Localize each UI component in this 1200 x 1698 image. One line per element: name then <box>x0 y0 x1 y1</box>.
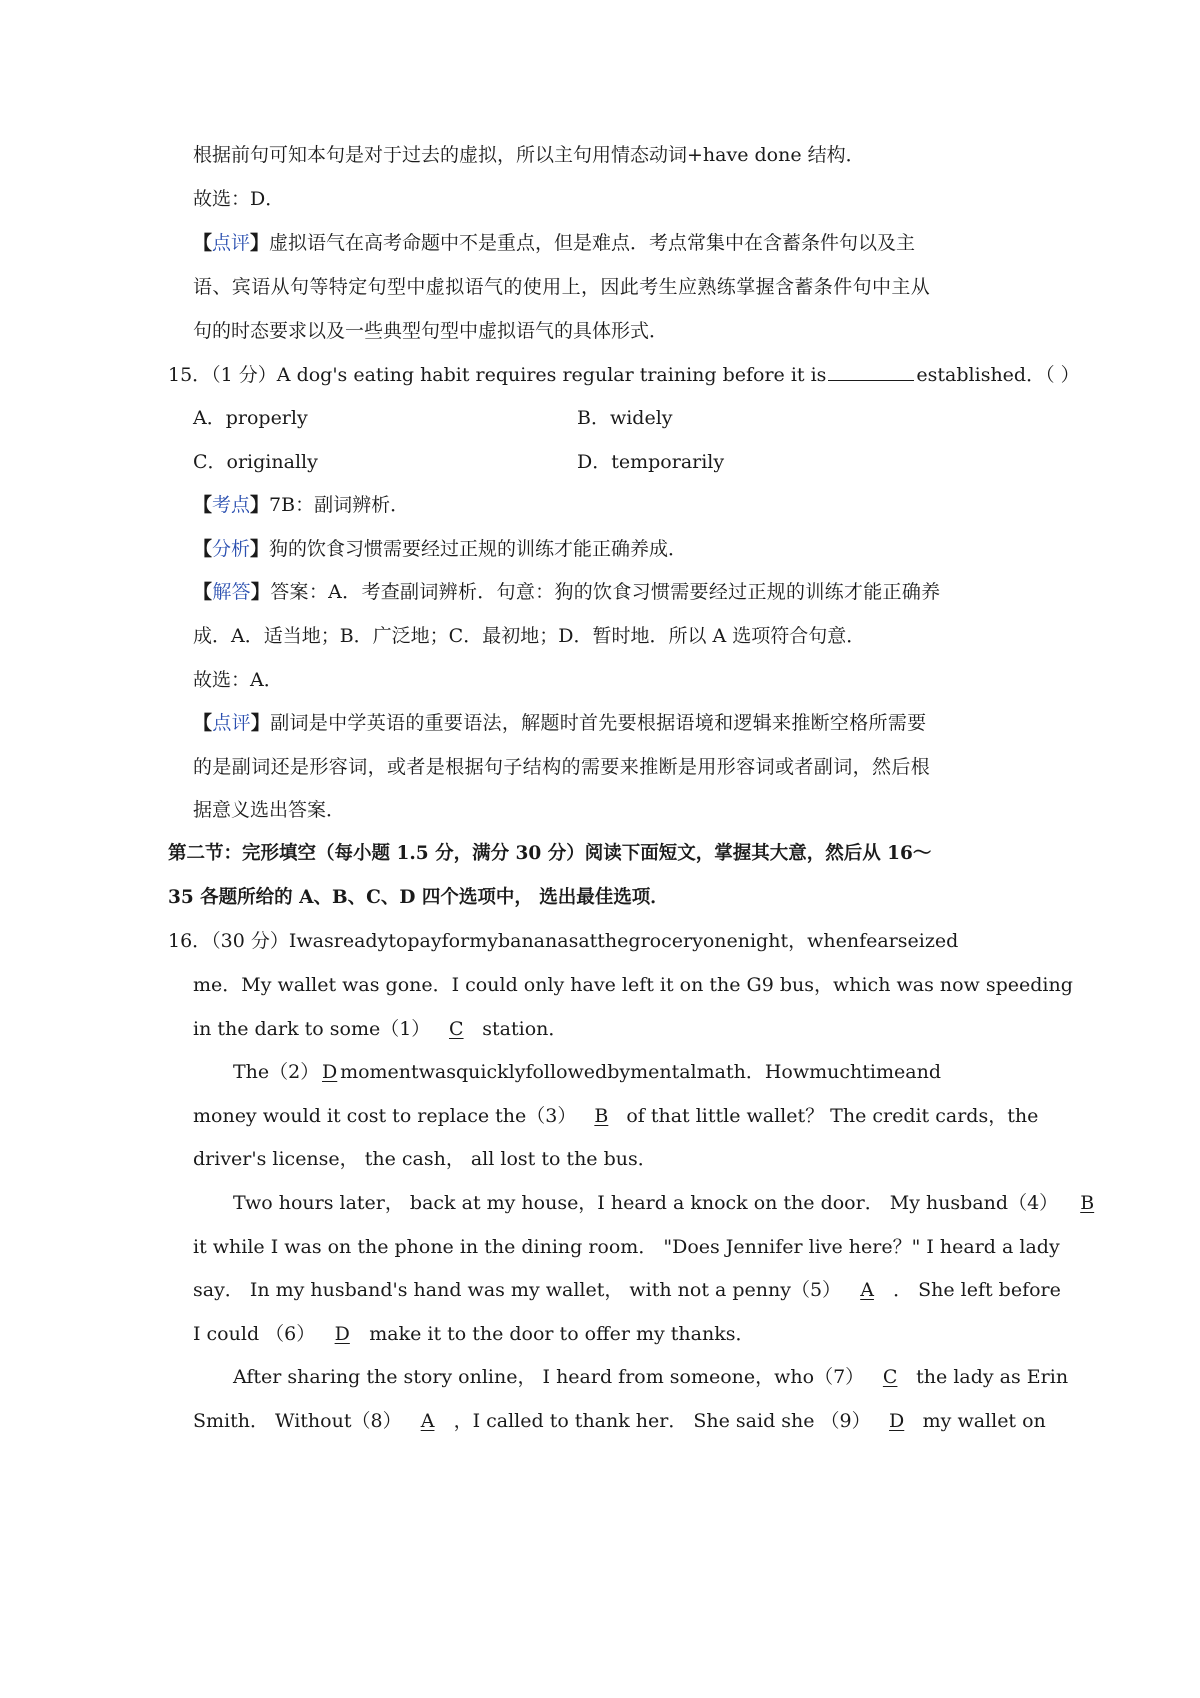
passage-line <box>193 973 1073 997</box>
passage-word: pay <box>407 930 442 952</box>
passage-word: when <box>807 930 860 952</box>
tag-dianping: 点评 <box>212 712 251 734</box>
passage-line: Two hours later， back at my house，I heard a knock on the door． My husband（4） B <box>233 1192 1095 1214</box>
answer-4: B <box>1080 1192 1095 1214</box>
passage-line: in the dark to some（1） C station． <box>193 1018 568 1040</box>
passage-word: grocery <box>628 930 703 952</box>
passage-word: 16．（30 分）I <box>168 930 297 952</box>
comment-line: 【点评】副词是中学英语的重要语法，解题时首先要根据语境和逻辑来推断空格所需要 <box>193 712 927 734</box>
text-line: 故选：A． <box>193 669 283 691</box>
passage-word: quickly <box>456 1061 526 1083</box>
kaodian-line: 【考点】7B：副词辨析． <box>193 494 410 516</box>
passage-word: My wallet was gone． <box>241 974 452 996</box>
passage-line: After sharing the story online， I heard from someone，who（7） C the lady as Erin <box>233 1366 1069 1388</box>
passage-line: I could （6） D make it to the door to offer my thanks． <box>193 1323 755 1345</box>
answer-3: B <box>594 1105 609 1127</box>
passage-word: at <box>578 930 598 952</box>
answer-blank <box>828 362 914 381</box>
passage-word: much <box>809 1061 863 1083</box>
passage-word: mental <box>630 1061 697 1083</box>
passage-word: to <box>388 930 408 952</box>
passage-line: The（2） D moment was quickly followed by mental math． How much time and <box>233 1061 941 1083</box>
passage-word: moment <box>340 1061 419 1083</box>
jieda-line: 【解答】答案：A．考查副词辨析．句意：狗的饮食习惯需要经过正规的训练才能正确养 <box>193 581 941 603</box>
answer-2: D <box>322 1061 338 1083</box>
option-d: D．temporarily <box>577 451 725 473</box>
passage-line: Smith． Without（8） A ，I called to thank her． She said she （9） D my wallet on <box>193 1410 1046 1432</box>
passage-word: How <box>764 1061 810 1083</box>
passage-line: driver's license， the cash， all lost to the bus． <box>193 1148 657 1170</box>
section-heading: 35 各题所给的 A、B、C、D 四个选项中， 选出最佳选项． <box>168 887 669 908</box>
passage-word: me． <box>193 974 242 996</box>
passage-word: fear <box>859 930 898 952</box>
passage-line <box>168 929 959 953</box>
passage-word: one <box>702 930 738 952</box>
passage-word: by <box>607 1061 631 1083</box>
option-b: B．widely <box>577 407 673 429</box>
passage-word: night， <box>737 930 808 952</box>
comment-line: 【点评】虚拟语气在高考命题中不是重点，但是难点．考点常集中在含蓄条件句以及主 <box>193 232 916 254</box>
passage-word: the <box>597 930 629 952</box>
passage-line: it while I was on the phone in the dining room． "Does Jennifer live here？" I heard a lady <box>193 1236 1060 1258</box>
text-line: 句的时态要求以及一些典型句型中虚拟语气的具体形式． <box>193 320 669 342</box>
passage-word: which was now speeding <box>832 974 1073 996</box>
text-line: 的是副词还是形容词，或者是根据句子结构的需要来推断是用形容词或者副词，然后根 <box>193 756 931 778</box>
passage-word: for <box>441 930 470 952</box>
passage-word: I could only have left it on the G9 bus， <box>451 974 833 996</box>
passage-word: and <box>905 1061 941 1083</box>
text-line: 据意义选出答案． <box>193 799 346 821</box>
text-line: 成．A．适当地；B．广泛地；C．最初地；D．暂时地．所以 A 选项符合句意． <box>193 625 866 647</box>
answer-1: C <box>449 1018 464 1040</box>
text-line: 故选：D． <box>193 188 285 210</box>
passage-line: money would it cost to replace the（3） B of that little wallet？ The credit cards， the <box>193 1105 1039 1127</box>
passage-word: bananas <box>497 930 579 952</box>
text-line: 根据前句可知本句是对于过去的虚拟，所以主句用情态动词+have done 结构． <box>193 144 865 166</box>
passage-line: say． In my husband's hand was my wallet， with not a penny（5） A ． She left before <box>193 1279 1061 1301</box>
passage-word: my <box>469 930 498 952</box>
text-line: 语、宾语从句等特定句型中虚拟语气的使用上，因此考生应熟练掌握含蓄条件句中主从 <box>193 276 931 298</box>
answer-9: D <box>889 1410 905 1432</box>
passage-word: was <box>296 930 334 952</box>
passage-word: math． <box>696 1061 765 1083</box>
option-c: C．originally <box>193 451 318 473</box>
fenxi-line: 【分析】狗的饮食习惯需要经过正规的训练才能正确养成． <box>193 538 688 560</box>
passage-word: followed <box>525 1061 608 1083</box>
passage-word: time <box>862 1061 906 1083</box>
answer-6: D <box>334 1323 350 1345</box>
tag-fenxi: 分析 <box>212 538 251 560</box>
answer-5: A <box>860 1279 874 1301</box>
passage-word: ready <box>333 930 389 952</box>
tag-kaodian: 考点 <box>212 494 251 516</box>
answer-7: C <box>882 1366 898 1388</box>
question-15: 15．（1 分）A dog's eating habit requires regular training before it is established．（ ） <box>168 364 1080 386</box>
answer-8: A <box>420 1410 435 1432</box>
tag-dianping: 点评 <box>212 232 251 254</box>
option-a: A．properly <box>193 407 308 429</box>
passage-word: was <box>418 1061 456 1083</box>
passage-word: seized <box>897 930 959 952</box>
tag-jieda: 解答 <box>212 581 251 603</box>
section-heading: 第二节：完形填空（每小题 1.5 分，满分 30 分）阅读下面短文，掌握其大意，然后从 16～ <box>168 843 932 864</box>
